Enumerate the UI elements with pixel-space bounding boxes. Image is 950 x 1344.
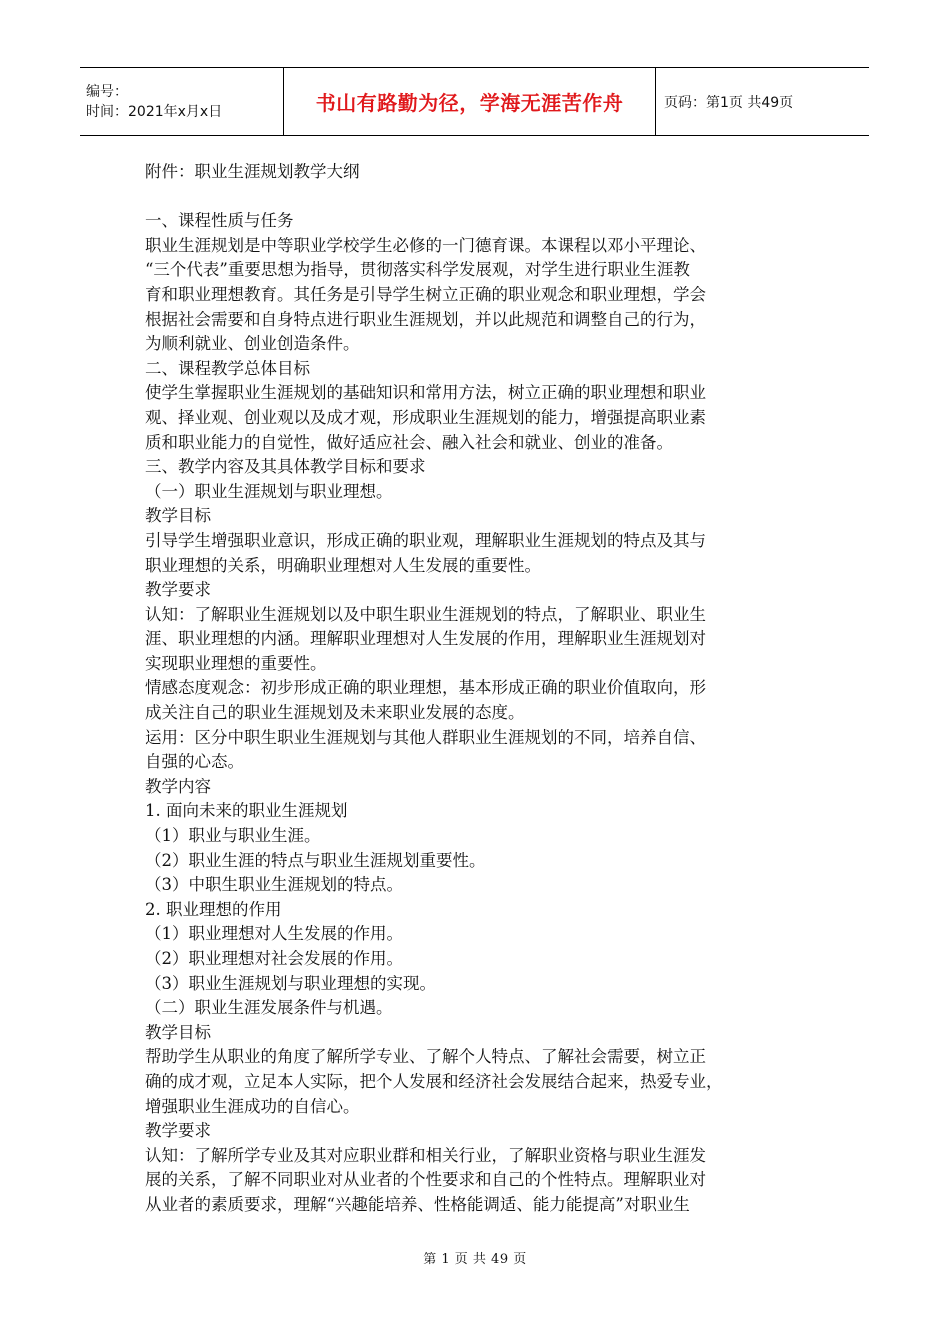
body-line: 增强职业生涯成功的自信心。 [145,1096,360,1116]
document-header [80,67,869,136]
body-line: “三个代表”重要思想为指导，贯彻落实科学发展观，对学生进行职业生涯教 [145,260,690,280]
body-line: 实现职业理想的重要性。 [145,653,327,673]
body-line: 展的关系，了解不同职业对从业者的个性要求和自己的个性特点。理解职业对 [145,1170,706,1190]
body-line: （1）职业与职业生涯。 [145,826,321,846]
body-line: （3）职业生涯规划与职业理想的实现。 [145,973,436,993]
body-line: 教学内容 [145,776,211,796]
time-label: 时间：2021年x月x日 [86,103,223,120]
code-label: 编号： [86,83,128,100]
page-number-label: 页码：第1页 共49页 [664,94,794,111]
body-line: 育和职业理想教育。其任务是引导学生树立正确的职业观念和职业理想，学会 [145,284,706,304]
body-line: 成关注自己的职业生涯规划及未来职业发展的态度。 [145,703,525,723]
header-meta-cell [80,68,284,135]
body-line: 情感态度观念：初步形成正确的职业理想，基本形成正确的职业价值取向，形 [145,678,706,698]
body-line: 2. 职业理想的作用 [145,899,282,919]
body-line: 教学要求 [145,580,211,600]
body-line: 二、课程教学总体目标 [145,358,310,378]
body-line: 运用：区分中职生职业生涯规划与其他人群职业生涯规划的不同，培养自信、 [145,727,706,747]
body-line: （3）中职生职业生涯规划的特点。 [145,875,403,895]
body-line: （1）职业理想对人生发展的作用。 [145,924,403,944]
header-page-cell [656,68,869,135]
body-line: 一、课程性质与任务 [145,211,294,231]
body-line: 观、择业观、创业观以及成才观，形成职业生涯规划的能力，增强提高职业素 [145,407,706,427]
body-line: 职业生涯规划是中等职业学校学生必修的一门德育课。本课程以邓小平理论、 [145,235,706,255]
body-line: 质和职业能力的自觉性，做好适应社会、融入社会和就业、创业的准备。 [145,432,673,452]
body-line: 自强的心态。 [145,752,244,772]
body-line: 认知：了解所学专业及其对应职业群和相关行业，了解职业资格与职业生涯发 [145,1145,706,1165]
body-line: 教学目标 [145,506,211,526]
body-line: （二）职业生涯发展条件与机遇。 [145,998,393,1018]
header-motto-cell [284,68,656,135]
document-body [145,160,825,1218]
body-line: 确的成才观，立足本人实际，把个人发展和经济社会发展结合起来，热爱专业， [145,1071,723,1091]
body-line: 帮助学生从职业的角度了解所学专业、了解个人特点、了解社会需要，树立正 [145,1047,706,1067]
body-line: 教学要求 [145,1121,211,1141]
body-line: 教学目标 [145,1022,211,1042]
body-line: 1. 面向未来的职业生涯规划 [145,801,348,821]
body-line: 从业者的素质要求，理解“兴趣能培养、性格能调适、能力能提高”对职业生 [145,1194,690,1214]
body-lines [145,209,825,1217]
body-line: 根据社会需要和自身特点进行职业生涯规划，并以此规范和调整自己的行为， [145,309,706,329]
body-line: （2）职业理想对社会发展的作用。 [145,949,403,968]
body-line: 职业理想的关系，明确职业理想对人生发展的重要性。 [145,555,541,575]
document-title: 附件：职业生涯规划教学大纲 [145,162,360,181]
body-line: 使学生掌握职业生涯规划的基础知识和常用方法，树立正确的职业理想和职业 [145,383,706,403]
motto-text: 书山有路勤为径，学海无涯苦作舟 [315,91,624,115]
body-line: 为顺利就业、创业创造条件。 [145,334,360,354]
body-line: （一）职业生涯规划与职业理想。 [145,481,393,501]
body-line: 涯、职业理想的内涵。理解职业理想对人生发展的作用，理解职业生涯规划对 [145,629,706,649]
body-line: （2）职业生涯的特点与职业生涯规划重要性。 [145,850,486,870]
body-line: 认知：了解职业生涯规划以及中职生职业生涯规划的特点，了解职业、职业生 [145,604,706,624]
body-line: 引导学生增强职业意识，形成正确的职业观，理解职业生涯规划的特点及其与 [145,530,706,550]
page-footer: 第 1 页 共 49 页 [423,1252,527,1267]
body-line: 三、教学内容及其具体教学目标和要求 [145,457,426,477]
